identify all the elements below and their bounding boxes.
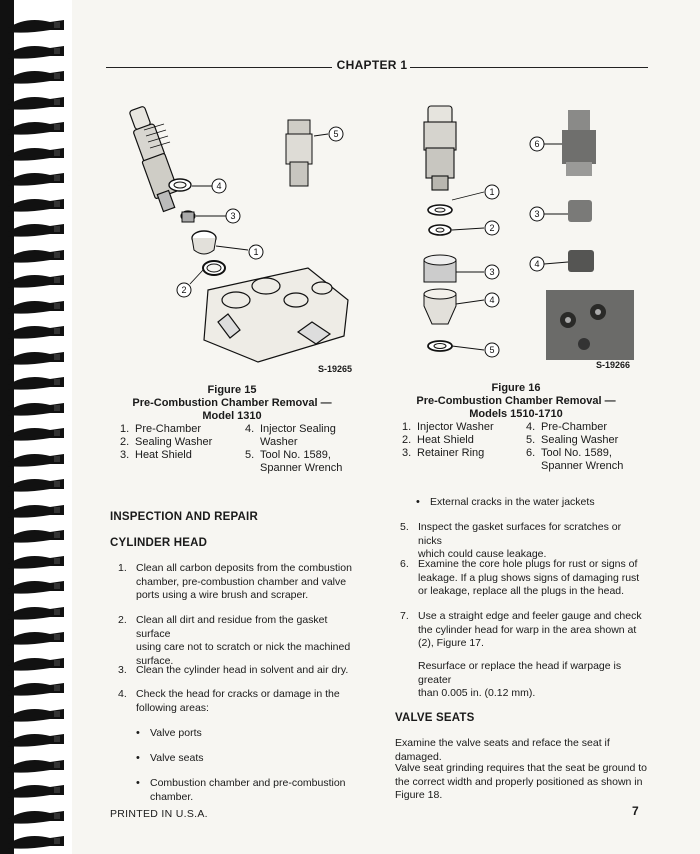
binding-coil xyxy=(6,677,68,699)
printed-in-usa: PRINTED IN U.S.A. xyxy=(110,808,208,820)
binding-coil xyxy=(6,652,68,674)
bullet-text: External cracks in the water jackets xyxy=(430,496,595,508)
step-line: surface. xyxy=(136,654,174,667)
binding-coil xyxy=(6,728,68,750)
fig16-callout-1: 1 xyxy=(489,187,495,197)
resurface-note xyxy=(418,660,648,699)
binding-coil xyxy=(6,167,68,189)
bullet-icon: • xyxy=(136,752,140,764)
step-line: which could cause leakage. xyxy=(418,548,547,560)
binding-coil xyxy=(6,14,68,36)
step-number: 1. xyxy=(118,562,127,574)
step-line: leakage. If a plug shows signs of damaging rust xyxy=(418,571,640,584)
figure-16-id: S-19266 xyxy=(596,360,631,370)
para-line: Resurface or replace the head if warpage is greater xyxy=(418,660,622,686)
binding-coil xyxy=(6,524,68,546)
figure-15-title: Figure 15 xyxy=(207,384,257,396)
fig16-callout-4b: 4 xyxy=(534,259,540,269)
heading-valve-seats: VALVE SEATS xyxy=(395,712,475,724)
figure-15-subtitle-1: Pre-Combustion Chamber Removal — xyxy=(132,397,332,409)
step-4 xyxy=(118,688,362,718)
binding-coil xyxy=(6,65,68,87)
step-line: Clean all dirt and residue from the gasket surface xyxy=(136,614,328,640)
binding-coil xyxy=(6,499,68,521)
fig16-callout-5: 5 xyxy=(489,345,495,355)
valve-seats-para-1: Examine the valve seats and reface the seat if damaged. xyxy=(395,737,610,763)
fig15-callout-1: 1 xyxy=(253,247,259,257)
step-line: following areas: xyxy=(136,701,209,714)
step-number: 4. xyxy=(118,688,127,700)
step-2 xyxy=(118,614,362,667)
bullet-external-cracks xyxy=(416,496,642,512)
step-line: using care not to scratch or nick the machined xyxy=(136,641,351,653)
step-line: chamber, pre-combustion chamber and valve xyxy=(136,575,347,588)
bullet-valve-seats xyxy=(136,752,362,768)
para-line: Valve seat grinding requires that the seat be ground to xyxy=(395,762,647,774)
figure-16-caption: Figure 16 Pre-Combustion Chamber Removal — Models 1510-1710 1. Injector Washer 2. Heat Shield 3. Retainer Ring 4. Pre-Chamber 5. Sealing Washer 6. Tool No. 1589, Spanner Wrench xyxy=(398,382,634,464)
step-line: Clean all carbon deposits from the combustion xyxy=(136,562,352,574)
fig16-callout-3: 3 xyxy=(489,267,495,277)
bullet-text: Valve seats xyxy=(150,752,204,764)
fig15-callout-5: 5 xyxy=(333,129,339,139)
step-number: 6. xyxy=(400,558,409,570)
binding-coil xyxy=(6,218,68,240)
step-7 xyxy=(400,610,646,654)
binding-coil xyxy=(6,269,68,291)
heading-inspection-and-repair: INSPECTION AND REPAIR xyxy=(110,511,258,523)
binding-coil xyxy=(6,830,68,852)
step-line: Check the head for cracks or damage in the xyxy=(136,688,340,700)
binding-coil xyxy=(6,244,68,266)
fig15-callout-4: 4 xyxy=(216,181,222,191)
bullet-combustion-chamber xyxy=(136,777,362,807)
para-line: Figure 18. xyxy=(395,789,443,801)
figure-15-subtitle-2: Model 1310 xyxy=(202,410,262,422)
bullet-icon: • xyxy=(136,777,140,789)
chapter-title: CHAPTER 1 xyxy=(336,58,408,72)
step-5 xyxy=(400,521,646,560)
binding-coil xyxy=(6,779,68,801)
step-line: Clean the cylinder head in solvent and air dry. xyxy=(136,664,349,676)
step-number: 3. xyxy=(118,664,127,676)
step-line: Examine the core hole plugs for rust or signs of xyxy=(418,558,638,570)
step-number: 5. xyxy=(400,521,409,533)
step-line: (2), Figure 17. xyxy=(418,637,484,649)
binding-coil xyxy=(6,116,68,138)
header-rule-left xyxy=(106,67,332,68)
figure-16-illustration xyxy=(408,100,640,362)
para-line: the correct width and properly positioned as shown in xyxy=(395,775,643,788)
bullet-text: Valve ports xyxy=(150,727,202,739)
binding-coil xyxy=(6,703,68,725)
fig16-callout-2: 2 xyxy=(489,223,495,233)
binding-coil xyxy=(6,142,68,164)
step-number: 2. xyxy=(118,614,127,626)
binding-coil xyxy=(6,320,68,342)
chapter-header xyxy=(106,58,648,76)
para-line: than 0.005 in. (0.12 mm). xyxy=(418,687,536,699)
figure-15-id: S-19265 xyxy=(318,364,353,374)
binding-coil xyxy=(6,805,68,827)
figure-16-subtitle-1: Pre-Combustion Chamber Removal — xyxy=(416,395,616,407)
page-number: 7 xyxy=(632,804,639,818)
binding-coil xyxy=(6,601,68,623)
step-line: ports using a wire brush and scraper. xyxy=(136,589,309,601)
binding-coil xyxy=(6,371,68,393)
step-line: the cylinder head for warp in the area shown at xyxy=(418,623,637,636)
step-number: 7. xyxy=(400,610,409,622)
figure-15-illustration xyxy=(108,100,358,370)
step-line: or leakage, replace all the plugs in the head. xyxy=(418,585,625,597)
binding-coil xyxy=(6,40,68,62)
binding-coil xyxy=(6,193,68,215)
binding-coil xyxy=(6,422,68,444)
fig15-callout-3: 3 xyxy=(230,211,236,221)
fig16-callout-6: 6 xyxy=(534,139,540,149)
figure-15-caption: Figure 15 Pre-Combustion Chamber Removal — Model 1310 1. Pre-Chamber 2. Sealing Washer 3. Heat Shield 4. Injector Sealing Washer 5. Tool No. 1589, Spanner Wrench xyxy=(112,384,352,464)
bullet-icon: • xyxy=(136,727,140,739)
step-line: Inspect the gasket surfaces for scratches or nicks xyxy=(418,521,622,547)
binding-coil xyxy=(6,346,68,368)
binding-coil xyxy=(6,626,68,648)
binding-coil xyxy=(6,397,68,419)
fig16-callout-4: 4 xyxy=(489,295,495,305)
binding-coil xyxy=(6,575,68,597)
bullet-text: chamber. xyxy=(150,790,194,803)
heading-cylinder-head: CYLINDER HEAD xyxy=(110,537,208,549)
binding-coil xyxy=(6,550,68,572)
bullet-text: Combustion chamber and pre-combustion xyxy=(150,777,346,789)
binding-coil xyxy=(6,91,68,113)
binding-coil xyxy=(6,295,68,317)
bullet-icon: • xyxy=(416,496,420,508)
binding-coil xyxy=(6,448,68,470)
figure-16-subtitle-2: Models 1510-1710 xyxy=(469,408,563,420)
fig16-callout-3b: 3 xyxy=(534,209,540,219)
spiral-binding xyxy=(0,0,72,854)
binding-coil xyxy=(6,473,68,495)
header-rule-right xyxy=(410,67,648,68)
binding-coil xyxy=(6,754,68,776)
valve-seats-para-2 xyxy=(395,762,649,806)
step-line: Use a straight edge and feeler gauge and check xyxy=(418,610,642,622)
fig15-callout-2: 2 xyxy=(181,285,187,295)
step-1 xyxy=(118,562,362,606)
step-6 xyxy=(400,558,646,602)
bullet-valve-ports xyxy=(136,727,362,743)
figure-16-title: Figure 16 xyxy=(491,382,541,394)
step-3 xyxy=(118,664,362,680)
